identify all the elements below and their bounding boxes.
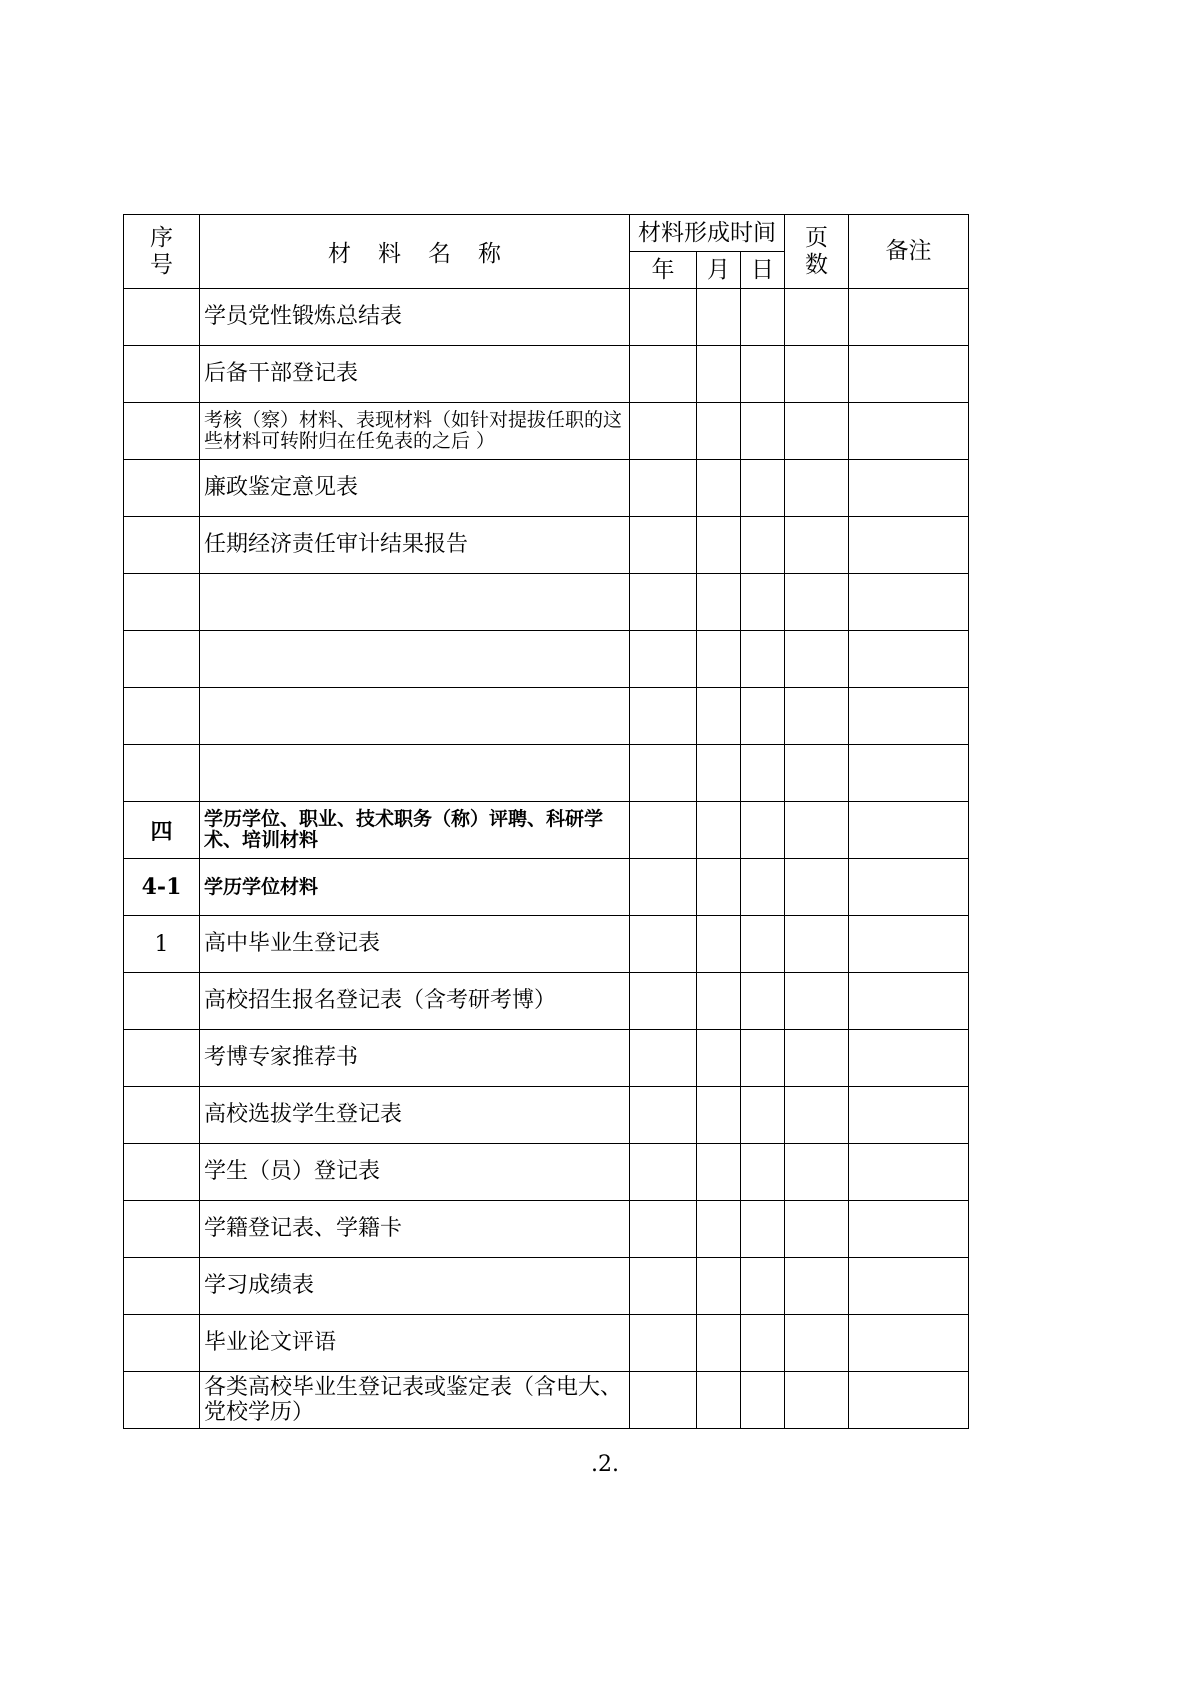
table-row bbox=[124, 631, 969, 688]
row-pages bbox=[785, 1201, 849, 1258]
row-name-cell bbox=[200, 574, 630, 631]
row-note bbox=[849, 403, 969, 460]
header-time-group-label: 材料形成时间 bbox=[638, 219, 776, 246]
row-seq: 1 bbox=[124, 916, 200, 973]
row-month bbox=[697, 346, 741, 403]
row-seq bbox=[124, 745, 200, 802]
row-month bbox=[697, 1372, 741, 1429]
row-month bbox=[697, 688, 741, 745]
row-pages bbox=[785, 1315, 849, 1372]
row-seq bbox=[124, 1144, 200, 1201]
row-pages bbox=[785, 1144, 849, 1201]
row-name-cell bbox=[200, 1315, 630, 1372]
row-material-name: 学习成绩表 bbox=[204, 1273, 315, 1298]
row-day bbox=[741, 1030, 785, 1087]
header-year-label: 年 bbox=[651, 256, 675, 283]
header-name-label: 材料名称 bbox=[328, 241, 528, 267]
row-pages bbox=[785, 1372, 849, 1429]
row-seq bbox=[124, 346, 200, 403]
row-day bbox=[741, 289, 785, 346]
row-year bbox=[630, 631, 697, 688]
row-year bbox=[630, 1372, 697, 1429]
table-row bbox=[124, 1144, 969, 1201]
row-day bbox=[741, 1315, 785, 1372]
row-seq bbox=[124, 1258, 200, 1315]
row-seq bbox=[124, 517, 200, 574]
row-name-cell bbox=[200, 1144, 630, 1201]
row-pages bbox=[785, 460, 849, 517]
row-note bbox=[849, 802, 969, 859]
row-material-name: 学员党性锻炼总结表 bbox=[204, 304, 403, 329]
header-seq-label: 序号 bbox=[150, 224, 173, 278]
table-row bbox=[124, 802, 969, 859]
row-seq bbox=[124, 1030, 200, 1087]
row-pages bbox=[785, 973, 849, 1030]
row-year bbox=[630, 859, 697, 916]
table-row bbox=[124, 403, 969, 460]
table-row bbox=[124, 973, 969, 1030]
row-month bbox=[697, 1258, 741, 1315]
row-material-name: 各类高校毕业生登记表或鉴定表（含电大、党校学历） bbox=[204, 1375, 623, 1425]
row-day bbox=[741, 1144, 785, 1201]
row-seq bbox=[124, 973, 200, 1030]
row-pages bbox=[785, 916, 849, 973]
row-name-cell bbox=[200, 1258, 630, 1315]
header-note bbox=[849, 215, 969, 289]
row-month bbox=[697, 460, 741, 517]
row-note bbox=[849, 1315, 969, 1372]
row-day bbox=[741, 517, 785, 574]
row-year bbox=[630, 517, 697, 574]
table-row bbox=[124, 859, 969, 916]
header-seq bbox=[124, 215, 200, 289]
table-row bbox=[124, 688, 969, 745]
row-day bbox=[741, 973, 785, 1030]
row-year bbox=[630, 346, 697, 403]
row-year bbox=[630, 460, 697, 517]
table-row bbox=[124, 1315, 969, 1372]
row-seq bbox=[124, 1201, 200, 1258]
row-pages bbox=[785, 802, 849, 859]
row-year bbox=[630, 1087, 697, 1144]
row-name-cell bbox=[200, 1087, 630, 1144]
row-day bbox=[741, 460, 785, 517]
header-note-label: 备注 bbox=[885, 238, 932, 264]
row-day bbox=[741, 859, 785, 916]
archive-materials-table bbox=[123, 214, 969, 1429]
table-row bbox=[124, 1258, 969, 1315]
row-note bbox=[849, 688, 969, 745]
row-material-name: 学历学位材料 bbox=[204, 875, 319, 898]
row-seq: 四 bbox=[124, 802, 200, 859]
row-day bbox=[741, 745, 785, 802]
row-name-cell bbox=[200, 688, 630, 745]
row-note bbox=[849, 574, 969, 631]
row-month bbox=[697, 1315, 741, 1372]
row-note bbox=[849, 631, 969, 688]
row-seq bbox=[124, 574, 200, 631]
table-row bbox=[124, 1372, 969, 1429]
row-year bbox=[630, 289, 697, 346]
row-note bbox=[849, 916, 969, 973]
row-seq bbox=[124, 1315, 200, 1372]
row-month bbox=[697, 631, 741, 688]
row-month bbox=[697, 574, 741, 631]
header-pages bbox=[785, 215, 849, 289]
row-note bbox=[849, 517, 969, 574]
row-month bbox=[697, 1087, 741, 1144]
row-seq bbox=[124, 1372, 200, 1429]
row-pages bbox=[785, 688, 849, 745]
row-day bbox=[741, 1258, 785, 1315]
row-day bbox=[741, 688, 785, 745]
row-note bbox=[849, 1030, 969, 1087]
header-pages-label: 页数 bbox=[805, 224, 829, 278]
row-year bbox=[630, 802, 697, 859]
row-material-name: 考博专家推荐书 bbox=[204, 1045, 359, 1070]
row-name-cell bbox=[200, 916, 630, 973]
row-year bbox=[630, 1030, 697, 1087]
row-note bbox=[849, 1201, 969, 1258]
table-row bbox=[124, 916, 969, 973]
row-day bbox=[741, 1372, 785, 1429]
row-month bbox=[697, 859, 741, 916]
row-day bbox=[741, 916, 785, 973]
row-year bbox=[630, 1144, 697, 1201]
row-note bbox=[849, 1087, 969, 1144]
header-name bbox=[200, 215, 630, 289]
row-seq bbox=[124, 1087, 200, 1144]
row-name-cell bbox=[200, 859, 630, 916]
table-row bbox=[124, 1201, 969, 1258]
row-month bbox=[697, 802, 741, 859]
row-month bbox=[697, 517, 741, 574]
row-seq: 4-1 bbox=[124, 859, 200, 916]
row-seq bbox=[124, 631, 200, 688]
row-month bbox=[697, 1030, 741, 1087]
row-month bbox=[697, 1144, 741, 1201]
row-year bbox=[630, 403, 697, 460]
table-row bbox=[124, 346, 969, 403]
row-month bbox=[697, 403, 741, 460]
row-note bbox=[849, 745, 969, 802]
row-seq bbox=[124, 688, 200, 745]
header-time-group bbox=[630, 215, 785, 252]
row-material-name: 高中毕业生登记表 bbox=[204, 931, 381, 956]
row-note bbox=[849, 1258, 969, 1315]
row-name-cell bbox=[200, 460, 630, 517]
row-year bbox=[630, 1258, 697, 1315]
row-name-cell bbox=[200, 1030, 630, 1087]
row-note bbox=[849, 460, 969, 517]
row-seq bbox=[124, 460, 200, 517]
row-pages bbox=[785, 1258, 849, 1315]
row-pages bbox=[785, 1087, 849, 1144]
row-seq bbox=[124, 403, 200, 460]
row-note bbox=[849, 973, 969, 1030]
row-name-cell bbox=[200, 403, 630, 460]
row-material-name: 廉政鉴定意见表 bbox=[204, 475, 359, 500]
row-pages bbox=[785, 574, 849, 631]
table-row bbox=[124, 1087, 969, 1144]
table-row bbox=[124, 1030, 969, 1087]
row-name-cell bbox=[200, 1372, 630, 1429]
row-month bbox=[697, 916, 741, 973]
row-pages bbox=[785, 346, 849, 403]
row-seq bbox=[124, 289, 200, 346]
row-month bbox=[697, 1201, 741, 1258]
table-row bbox=[124, 745, 969, 802]
row-month bbox=[697, 745, 741, 802]
row-day bbox=[741, 631, 785, 688]
row-material-name: 高校招生报名登记表（含考研考博） bbox=[204, 988, 557, 1013]
row-material-name: 任期经济责任审计结果报告 bbox=[204, 532, 469, 557]
row-material-name: 高校选拔学生登记表 bbox=[204, 1102, 403, 1127]
row-material-name: 学历学位、职业、技术职务（称）评聘、科研学术、培训材料 bbox=[204, 808, 604, 851]
row-day bbox=[741, 802, 785, 859]
row-name-cell bbox=[200, 517, 630, 574]
row-pages bbox=[785, 289, 849, 346]
header-month-label: 月 bbox=[707, 256, 730, 283]
header-day-label: 日 bbox=[751, 256, 774, 283]
row-month bbox=[697, 973, 741, 1030]
header-month bbox=[697, 252, 741, 289]
row-name-cell bbox=[200, 1201, 630, 1258]
table-row bbox=[124, 460, 969, 517]
page-number: .2. bbox=[591, 1452, 619, 1477]
row-name-cell bbox=[200, 745, 630, 802]
table-row bbox=[124, 574, 969, 631]
row-month bbox=[697, 289, 741, 346]
table-row bbox=[124, 517, 969, 574]
row-year bbox=[630, 1201, 697, 1258]
row-day bbox=[741, 403, 785, 460]
header-year bbox=[630, 252, 697, 289]
row-note bbox=[849, 859, 969, 916]
header-row bbox=[124, 215, 969, 252]
row-year bbox=[630, 973, 697, 1030]
header-day bbox=[741, 252, 785, 289]
row-note bbox=[849, 1372, 969, 1429]
row-name-cell bbox=[200, 802, 630, 859]
row-year bbox=[630, 1315, 697, 1372]
row-material-name: 学籍登记表、学籍卡 bbox=[204, 1216, 403, 1241]
row-material-name: 学生（员）登记表 bbox=[204, 1159, 381, 1184]
row-name-cell bbox=[200, 289, 630, 346]
row-note bbox=[849, 289, 969, 346]
row-day bbox=[741, 1087, 785, 1144]
row-note bbox=[849, 1144, 969, 1201]
row-year bbox=[630, 688, 697, 745]
row-material-name: 后备干部登记表 bbox=[204, 361, 359, 386]
row-name-cell bbox=[200, 973, 630, 1030]
row-pages bbox=[785, 631, 849, 688]
row-note bbox=[849, 346, 969, 403]
row-year bbox=[630, 916, 697, 973]
row-pages bbox=[785, 745, 849, 802]
row-pages bbox=[785, 859, 849, 916]
row-name-cell bbox=[200, 346, 630, 403]
row-name-cell bbox=[200, 631, 630, 688]
row-day bbox=[741, 1201, 785, 1258]
table-row bbox=[124, 289, 969, 346]
row-material-name: 毕业论文评语 bbox=[204, 1330, 337, 1355]
row-pages bbox=[785, 403, 849, 460]
row-day bbox=[741, 346, 785, 403]
row-day bbox=[741, 574, 785, 631]
row-pages bbox=[785, 1030, 849, 1087]
row-material-name: 考核（察）材料、表现材料（如针对提拔任职的这些材料可转附归在任免表的之后 ） bbox=[204, 409, 623, 452]
row-year bbox=[630, 574, 697, 631]
row-pages bbox=[785, 517, 849, 574]
row-year bbox=[630, 745, 697, 802]
